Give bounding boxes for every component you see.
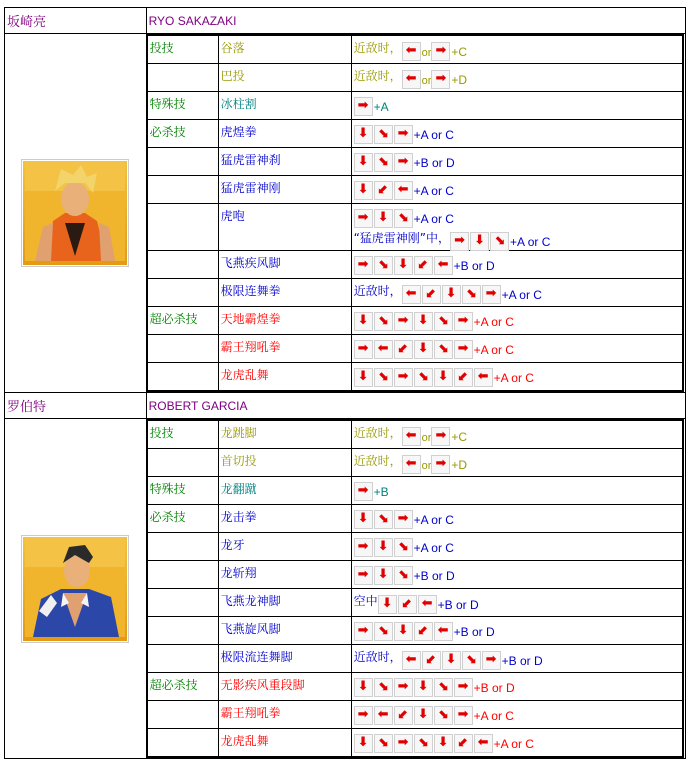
move-command [351,617,683,645]
right-arrow-icon: ➡ [394,153,413,172]
down-left-arrow-icon: ⬋ [398,595,417,614]
move-name: 猛虎雷神刹 [218,148,351,176]
move-name: 虎咆 [218,204,351,251]
right-arrow-icon: ➡ [394,678,413,697]
down-arrow-icon: ⬇ [434,368,453,387]
command-prefix: 近敌时， [353,649,402,664]
move-command [351,363,683,392]
button-suffix: +A or C [473,342,514,357]
character-body-row [5,419,686,759]
down-arrow-icon: ⬇ [354,368,373,387]
right-arrow-icon: ➡ [354,97,373,116]
down-right-arrow-icon: ⬊ [462,651,481,670]
move-row [147,617,683,645]
move-row [147,64,683,92]
down-left-arrow-icon: ⬋ [414,256,433,275]
move-row [147,533,683,561]
character-name-cn: 罗伯特 [5,393,147,419]
character-name-en: ROBERT GARCIA [146,393,685,419]
button-suffix: +A [373,99,389,114]
down-left-arrow-icon: ⬋ [422,285,441,304]
move-row [147,449,683,477]
move-category [147,561,219,589]
left-arrow-icon: ⬅ [402,42,421,61]
button-suffix: +A or C [510,235,551,249]
down-arrow-icon: ⬇ [414,706,433,725]
moves-table [146,419,684,758]
down-right-arrow-icon: ⬊ [394,538,413,557]
move-category [147,617,219,645]
move-row [147,477,683,505]
button-suffix: +A or C [473,708,514,723]
move-category: 超必杀技 [147,673,219,701]
move-command [351,420,683,449]
move-name: 龙跳脚 [218,420,351,449]
ryo-portrait [21,159,129,267]
move-category [147,251,219,279]
move-command [351,505,683,533]
move-command [351,204,683,251]
down-arrow-icon: ⬇ [354,181,373,200]
right-arrow-icon: ➡ [431,70,450,89]
move-command [351,120,683,148]
button-suffix: +C [451,429,468,444]
down-left-arrow-icon: ⬋ [454,368,473,387]
right-arrow-icon: ➡ [354,706,373,725]
move-category [147,176,219,204]
move-category [147,279,219,307]
down-arrow-icon: ⬇ [442,285,461,304]
right-arrow-icon: ➡ [394,368,413,387]
portrait-art [23,161,127,265]
down-right-arrow-icon: ⬊ [374,678,393,697]
down-arrow-icon: ⬇ [374,209,393,228]
move-command [351,251,683,279]
button-suffix: +A or C [413,183,454,198]
down-right-arrow-icon: ⬊ [374,510,393,529]
right-arrow-icon: ➡ [454,312,473,331]
right-arrow-icon: ➡ [482,651,501,670]
move-category: 超必杀技 [147,307,219,335]
move-row [147,35,683,64]
right-arrow-icon: ➡ [394,312,413,331]
move-category [147,363,219,392]
button-suffix: +B or D [413,568,455,583]
move-name: 龙虎乱舞 [218,363,351,392]
right-arrow-icon: ➡ [482,285,501,304]
or-label: or [421,431,432,444]
down-left-arrow-icon: ⬋ [394,706,413,725]
command-prefix: 近敌时， [353,68,402,83]
right-arrow-icon: ➡ [354,209,373,228]
move-row [147,251,683,279]
button-suffix: +B or D [473,680,515,695]
move-category [147,533,219,561]
right-arrow-icon: ➡ [394,125,413,144]
down-arrow-icon: ⬇ [354,510,373,529]
character-header-row [5,8,686,34]
move-command [351,701,683,729]
move-row [147,589,683,617]
command-line [354,204,680,227]
button-suffix: +D [451,457,468,472]
button-suffix: +B or D [413,155,455,170]
move-command [351,176,683,204]
button-suffix: +A or C [493,736,534,751]
move-command [351,64,683,92]
move-row [147,92,683,120]
down-left-arrow-icon: ⬋ [374,181,393,200]
right-arrow-icon: ➡ [454,340,473,359]
move-command [351,279,683,307]
move-command [351,148,683,176]
down-left-arrow-icon: ⬋ [454,734,473,753]
move-category [147,729,219,758]
down-arrow-icon: ⬇ [354,312,373,331]
down-arrow-icon: ⬇ [414,312,433,331]
down-arrow-icon: ⬇ [414,678,433,697]
move-name: 龙击拳 [218,505,351,533]
down-arrow-icon: ⬇ [394,622,413,641]
move-name: 极限流连舞脚 [218,645,351,673]
button-suffix: +A or C [501,287,542,302]
button-suffix: +A or C [413,127,454,142]
character-body-row [5,34,686,393]
moves-cell [146,34,685,393]
move-command [351,589,683,617]
move-name: 冰柱割 [218,92,351,120]
down-left-arrow-icon: ⬋ [422,651,441,670]
move-row [147,120,683,148]
or-label: or [421,459,432,472]
left-arrow-icon: ⬅ [434,622,453,641]
down-right-arrow-icon: ⬊ [374,734,393,753]
down-right-arrow-icon: ⬊ [434,678,453,697]
move-name: 飞燕旋风脚 [218,617,351,645]
down-right-arrow-icon: ⬊ [394,209,413,228]
down-arrow-icon: ⬇ [434,734,453,753]
right-arrow-icon: ➡ [431,42,450,61]
move-row [147,645,683,673]
or-label: or [421,74,432,87]
right-arrow-icon: ➡ [431,455,450,474]
move-row [147,335,683,363]
down-right-arrow-icon: ⬊ [462,285,481,304]
right-arrow-icon: ➡ [431,427,450,446]
button-suffix: +A or C [413,212,454,226]
robert-portrait [21,535,129,643]
right-arrow-icon: ➡ [454,706,473,725]
command-prefix: 近敌时， [353,425,402,440]
down-right-arrow-icon: ⬊ [434,340,453,359]
left-arrow-icon: ⬅ [402,427,421,446]
move-command [351,477,683,505]
portrait-cell [5,34,147,393]
character-name-en: RYO SAKAZAKI [146,8,685,34]
command-line [354,227,680,250]
move-name: 龙斩翔 [218,561,351,589]
move-category [147,449,219,477]
down-arrow-icon: ⬇ [378,595,397,614]
command-prefix: 近敌时， [353,283,402,298]
left-arrow-icon: ⬅ [394,181,413,200]
move-category [147,589,219,617]
move-command [351,561,683,589]
right-arrow-icon: ➡ [450,232,469,251]
down-left-arrow-icon: ⬋ [394,340,413,359]
portrait-cell [5,419,147,759]
command-prefix: 近敌时， [353,453,402,468]
move-command [351,92,683,120]
right-arrow-icon: ➡ [354,566,373,585]
down-arrow-icon: ⬇ [354,153,373,172]
moves-cell [146,419,685,759]
portrait-art [23,537,127,641]
down-right-arrow-icon: ⬊ [434,312,453,331]
left-arrow-icon: ⬅ [474,368,493,387]
move-name: 无影疾风重段脚 [218,673,351,701]
move-category [147,645,219,673]
down-left-arrow-icon: ⬋ [414,622,433,641]
down-right-arrow-icon: ⬊ [414,368,433,387]
move-name: 霸王翔吼拳 [218,701,351,729]
move-row [147,505,683,533]
move-name: 飞燕龙神脚 [218,589,351,617]
move-command [351,335,683,363]
move-category: 投技 [147,35,219,64]
move-category [147,335,219,363]
move-command [351,673,683,701]
move-category: 特殊技 [147,477,219,505]
down-arrow-icon: ⬇ [374,538,393,557]
move-row [147,279,683,307]
down-right-arrow-icon: ⬊ [394,566,413,585]
move-category [147,204,219,251]
button-suffix: +A or C [493,370,534,385]
move-row [147,673,683,701]
move-name: 虎煌拳 [218,120,351,148]
move-name: 首切投 [218,449,351,477]
move-category: 特殊技 [147,92,219,120]
moves-table [146,34,684,392]
move-row [147,420,683,449]
down-arrow-icon: ⬇ [354,678,373,697]
move-command [351,449,683,477]
button-suffix: +C [451,44,468,59]
move-name: 猛虎雷神刚 [218,176,351,204]
left-arrow-icon: ⬅ [402,285,421,304]
down-arrow-icon: ⬇ [414,340,433,359]
move-category [147,701,219,729]
down-arrow-icon: ⬇ [394,256,413,275]
move-row [147,701,683,729]
move-name: 极限连舞拳 [218,279,351,307]
down-arrow-icon: ⬇ [442,651,461,670]
move-name: 霸王翔吼拳 [218,335,351,363]
left-arrow-icon: ⬅ [474,734,493,753]
button-suffix: +B or D [453,624,495,639]
right-arrow-icon: ➡ [354,538,373,557]
left-arrow-icon: ⬅ [402,651,421,670]
or-label: or [421,46,432,59]
move-row [147,363,683,392]
down-right-arrow-icon: ⬊ [374,312,393,331]
move-row [147,176,683,204]
button-suffix: +B [373,484,389,499]
down-right-arrow-icon: ⬊ [374,125,393,144]
move-name: 谷落 [218,35,351,64]
move-name: 飞燕疾风脚 [218,251,351,279]
left-arrow-icon: ⬅ [434,256,453,275]
command-prefix: “猛虎雷神刚”中， [353,231,451,245]
move-row [147,729,683,758]
move-name: 天地霸煌拳 [218,307,351,335]
right-arrow-icon: ➡ [354,622,373,641]
left-arrow-icon: ⬅ [374,340,393,359]
down-arrow-icon: ⬇ [354,734,373,753]
down-arrow-icon: ⬇ [374,566,393,585]
move-category: 必杀技 [147,505,219,533]
button-suffix: +A or C [413,540,454,555]
move-name: 巴投 [218,64,351,92]
right-arrow-icon: ➡ [354,256,373,275]
character-header-row [5,393,686,419]
down-right-arrow-icon: ⬊ [434,706,453,725]
down-arrow-icon: ⬇ [354,125,373,144]
button-suffix: +B or D [501,653,543,668]
right-arrow-icon: ➡ [354,482,373,501]
move-category: 必杀技 [147,120,219,148]
move-name: 龙翻蹴 [218,477,351,505]
down-right-arrow-icon: ⬊ [374,153,393,172]
move-command [351,645,683,673]
right-arrow-icon: ➡ [454,678,473,697]
left-arrow-icon: ⬅ [418,595,437,614]
right-arrow-icon: ➡ [354,340,373,359]
right-arrow-icon: ➡ [394,734,413,753]
move-name: 龙虎乱舞 [218,729,351,758]
move-row [147,148,683,176]
button-suffix: +B or D [437,597,479,612]
move-category [147,64,219,92]
button-suffix: +B or D [453,258,495,273]
move-category: 投技 [147,420,219,449]
left-arrow-icon: ⬅ [402,70,421,89]
down-right-arrow-icon: ⬊ [374,622,393,641]
move-row [147,204,683,251]
down-right-arrow-icon: ⬊ [490,232,509,251]
move-command [351,307,683,335]
move-category [147,148,219,176]
command-prefix: 近敌时， [353,40,402,55]
down-right-arrow-icon: ⬊ [414,734,433,753]
character-name-cn: 坂崎亮 [5,8,147,34]
button-suffix: +A or C [473,314,514,329]
left-arrow-icon: ⬅ [374,706,393,725]
left-arrow-icon: ⬅ [402,455,421,474]
move-command [351,729,683,758]
command-prefix: 空中 [353,593,378,608]
move-name: 龙牙 [218,533,351,561]
button-suffix: +A or C [413,512,454,527]
button-suffix: +D [451,72,468,87]
move-command [351,35,683,64]
down-right-arrow-icon: ⬊ [374,368,393,387]
move-command [351,533,683,561]
down-right-arrow-icon: ⬊ [374,256,393,275]
move-list-table [4,7,686,759]
move-row [147,307,683,335]
down-arrow-icon: ⬇ [470,232,489,251]
right-arrow-icon: ➡ [394,510,413,529]
move-row [147,561,683,589]
